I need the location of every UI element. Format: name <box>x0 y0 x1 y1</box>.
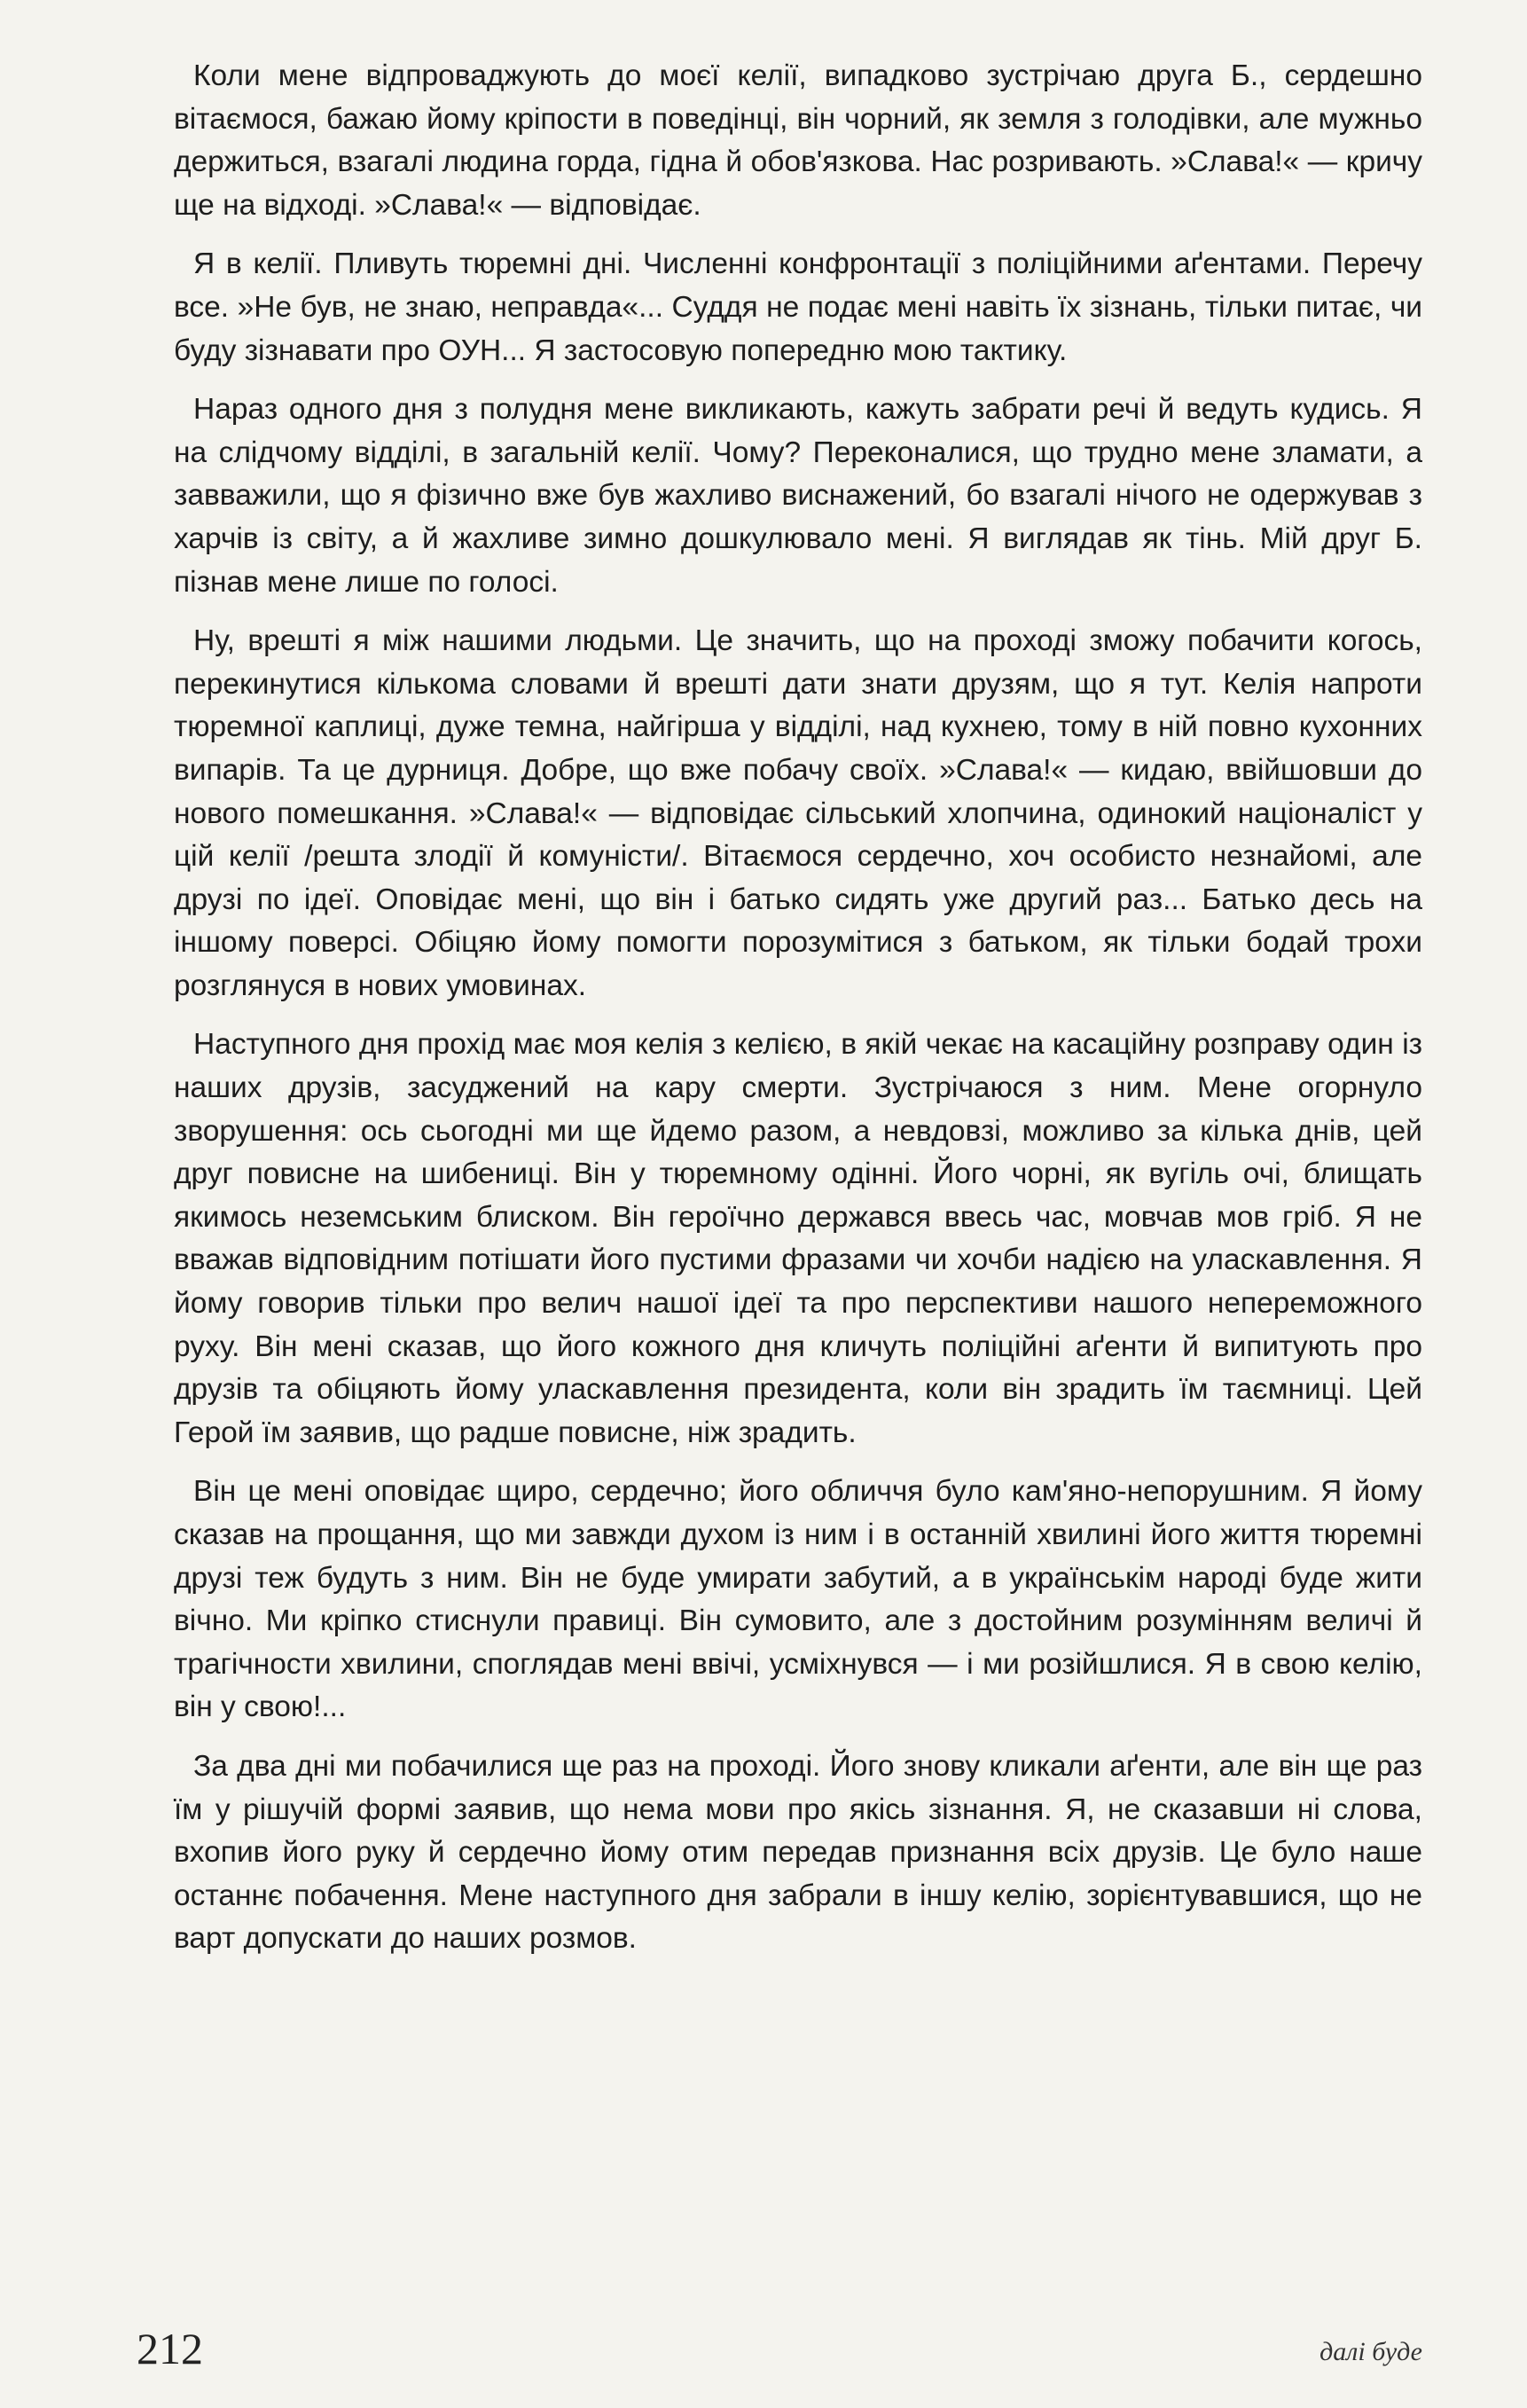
page-footer <box>137 2322 1422 2384</box>
paragraph-2: Я в келії. Пливуть тюремні дні. Численні конфронтації з поліційними аґентами. Перечу все. »Не був, не знаю, неправда«... Суддя не подає мені навіть їх зізнань, тільки питає, чи буду зізнавати про ОУН... Я застосовую попередню мою тактику. <box>174 247 1422 367</box>
continued-note: далі буде <box>1319 2337 1422 2366</box>
paragraph-5: Наступного дня прохід має моя келія з келією, в якій чекає на касаційну розправу один із наших друзів, засуджений на кару смерти. Зустрічаюся з ним. Мене огорнуло зворушення: ось сьогодні ми ще йдемо разом, а невдовзі, можливо за кілька днів, цей друг повисне на шибениці. Він у тюремному одінні. Його чорні, як вугіль очі, блищать якимось неземським блиском. Він героїчно держався ввесь час, мовчав мов гріб. Я не вважав відповідним потішати його пустими фразами чи хочби надією на уласкавлення. Я йому говорив тільки про велич нашої ідеї та про перспективи нашого непереможного руху. Він мені сказав, що його кожного дня кличуть поліційні аґенти й випитують про друзів та обіцяють йому уласкавлення президента, коли він зрадить їм таємниці. Цей Герой їм заявив, що радше повисне, ніж зрадить. <box>174 1028 1422 1449</box>
body-text <box>174 55 1422 1961</box>
paragraph-6: Він це мені оповідає щиро, сердечно; його обличчя було кам'яно-непорушним. Я йому сказав на прощання, що ми завжди духом із ним і в останній хвилині його життя тюремні друзі теж будуть з ним. Він не буде умирати забутий, а в українськім народі буде жити вічно. Ми кріпко стиснули правиці. Він сумовито, але з достойним розумінням величі й трагічности хвилини, споглядав мені ввічі, усміхнувся — і ми розійшлися. Я в свою келію, він у свою!... <box>174 1475 1422 1724</box>
paragraph-4: Ну, врешті я між нашими людьми. Це значить, що на проході зможу побачити когось, перекинутися кількома словами й врешті дати знати друзям, що я тут. Келія напроти тюремної каплиці, дуже темна, найгірша у відділі, над кухнею, тому в ній повно кухонних випарів. Та це дурниця. Добре, що вже побачу своїх. »Слава!« — кидаю, ввійшовши до нового помешкання. »Слава!« — відповідає сільський хлопчина, одинокий націоналіст у цій келії /решта злодії й комуністи/. Вітаємося сердечно, хоч особисто незнайомі, але друзі по ідеї. Оповідає мені, що він і батько сидять уже другий раз... Батько десь на іншому поверсі. Обіцяю йому помогти порозумітися з батьком, як тільки бодай трохи розглянуся в нових умовинах. <box>174 624 1422 1002</box>
paragraph-1: Коли мене відпроваджують до моєї келії, випадково зустрічаю друга Б., сердешно вітаємося, бажаю йому кріпости в поведінці, він чорний, як земля з голодівки, але мужньо держиться, взагалі людина горда, гідна й обов'язкова. Нас розривають. »Слава!« — кричу ще на відході. »Слава!« — відповідає. <box>174 59 1422 222</box>
paragraph-3: Нараз одного дня з полудня мене викликають, кажуть забрати речі й ведуть кудись. Я на слідчому відділі, в загальній келії. Чому? Переконалися, що трудно мене зламати, а завважили, що я фізично вже був жахливо виснажений, бо взагалі нічого не одержував з харчів із світу, а й жахливе зимно дошкулювало мені. Я виглядав як тінь. Мій друг Б. пізнав мене лише по голосі. <box>174 393 1422 599</box>
page-number: 212 <box>137 2324 203 2373</box>
paragraph-7: За два дні ми побачилися ще раз на проході. Його знову кликали аґенти, але він ще раз їм у рішучій формі заявив, що нема мови про якісь зізнання. Я, не сказавши ні слова, вхопив його руку й сердечно йому отим передав признання всіх друзів. Це було наше останнє побачення. Мене наступного дня забрали в іншу келію, зорієнтувавшися, що не варт допускати до наших розмов. <box>174 1749 1422 1956</box>
